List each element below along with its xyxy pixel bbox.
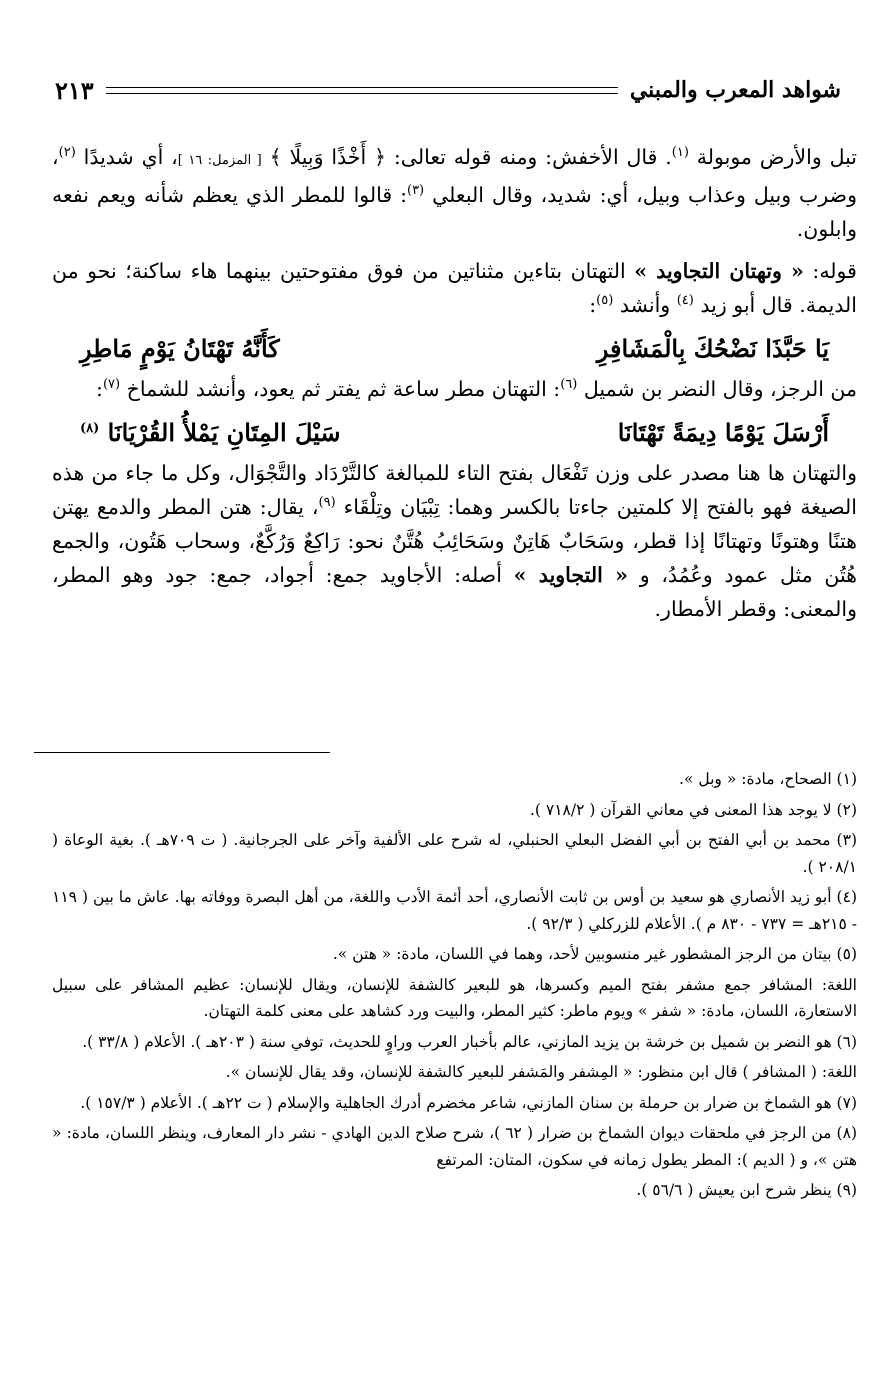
footnote: (١) الصحاح، مادة: « وبل ». bbox=[679, 770, 857, 788]
footnote: (٣) محمد بن أبي الفتح بن أبي الفضل البعلي الحنبلي، له شرح على الألفية وآخر على الجرجانية. ( ت ٧٠٩هـ ). بغية الوعاة ( ٢٠٨/١ ). bbox=[52, 831, 857, 876]
footnote: (٦) هو النضر بن شميل بن خرشة بن يزيد المازني، عالم بأخبار العرب وراوٍ للحديث، توفي سنة ( ٢٠٣هـ ). الأعلام ( ٣٣/٨ ). bbox=[82, 1032, 857, 1051]
verse-hemistich-first: أَرْسَلَ يَوْمًا دِيمَةً تَهْتَانَا bbox=[617, 418, 829, 447]
footnote-ref[interactable]: (٩) bbox=[318, 495, 336, 511]
paragraph bbox=[52, 456, 857, 626]
running-title: شواهد المعرب والمبني bbox=[629, 77, 841, 103]
text-run: : bbox=[96, 377, 103, 401]
footnote: (٥) بيتان من الرجز المشطور غير منسوبين لأحد، وهما في اللسان، مادة: « هتن ». bbox=[332, 945, 857, 963]
text-run: من الرجز، وقال النضر بن شميل bbox=[583, 377, 857, 401]
paragraph bbox=[52, 254, 857, 322]
footnote-ref[interactable]: (٧) bbox=[102, 377, 121, 393]
footnote-ref[interactable]: (٢) bbox=[58, 145, 76, 161]
text-run: ، وضرب وبيل وعذاب وبيل، أي: شديد، وقال البعلي bbox=[52, 145, 857, 207]
footnotes bbox=[52, 766, 857, 1208]
text-run: ، أي شديدًا bbox=[83, 145, 178, 169]
verse-hemistich-second: كَأَنَّهُ تَهْتَانُ يَوْمٍ مَاطِرِ bbox=[80, 334, 280, 363]
text-run: والتهتان ها هنا مصدر على وزن تَفْعَال بفتح التاء للمبالغة كالتَّرْدَاد والتَّجْوَال، وكل ما جاء من هذه الصيغة فهو بالفتح إلا كلمتين جاءتا بالكسر وهما: تِبْيَان وتِلْقَاء bbox=[52, 461, 857, 519]
footnote-ref[interactable]: (٨) bbox=[80, 421, 100, 436]
paragraph bbox=[52, 372, 857, 406]
footnote: اللغة: ( المشافر ) قال ابن منظور: « المِشفر والمَشفر للبعير كالشفة للإنسان، وقد يقال للإنسان ». bbox=[225, 1063, 857, 1081]
paragraph bbox=[52, 140, 857, 246]
main-text bbox=[52, 140, 857, 634]
text-run: وأنشد bbox=[619, 293, 671, 317]
footnote-ref[interactable]: (٦) bbox=[560, 377, 578, 393]
text-run: . قال الأخفش: ومنه قوله تعالى: ﴿ أَخْذًا وَبِيلًا ﴾ bbox=[269, 145, 672, 169]
footnote: (٤) أبو زيد الأنصاري هو سعيد بن أوس بن ثابت الأنصاري، أحد أئمة الأدب واللغة، من أهل البصرة ووفاته بها. عاش ما بين ( ١١٩ - ٢١٥هـ = ٧٣٧ - ٨٣٠ م ). الأعلام للزركلي ( ٩٢/٣ ). bbox=[52, 888, 857, 933]
text-run: : bbox=[589, 293, 597, 317]
footnote-ref[interactable]: (٤) bbox=[676, 293, 694, 309]
footnote-separator bbox=[34, 752, 330, 753]
footnote: (٧) هو الشماخ بن ضرار بن حرملة بن سنان المازني، شاعر مخضرم أدرك الجاهلية والإسلام ( ت ٢٢هـ ). الأعلام ( ١٥٧/٣ ). bbox=[80, 1093, 857, 1112]
page-number: ٢١٣ bbox=[55, 75, 94, 105]
header-rule bbox=[106, 87, 618, 94]
quran-source: [ المزمل: ١٦ ] bbox=[177, 153, 262, 168]
text-run: : قالوا للمطر الذي يعظم شأنه ويعم نفعه وابلون. bbox=[52, 183, 857, 241]
footnote-ref[interactable]: (٥) bbox=[596, 293, 614, 309]
text-run: تبل والأرض موبولة bbox=[696, 145, 857, 169]
text-run: أصله: الأجاويد جمع: أجواد، جمع: جود وهو المطر، والمعنى: وقطر الأمطار. bbox=[52, 563, 857, 621]
verse-hemistich-second bbox=[80, 414, 341, 452]
footnote-ref[interactable]: (٣) bbox=[406, 183, 425, 199]
poetry-verse bbox=[80, 330, 829, 368]
quoted-term: « وتهتان التجاويد » bbox=[634, 259, 804, 283]
quoted-term: « التجاويد » bbox=[513, 563, 628, 587]
text-run: ، يقال: هتن المطر والدمع يهتن هتنًا وهتونًا وتهتانًا إذا قطر، وسَحَابٌ هَاتِنٌ وسَحَائِبُ هُتَّنٌ نحو: رَاكِعٌ وَرُكَّعٌ، وسحاب هَتُون، والجمع هُتُن مثل عمود وعُمُدُ، و bbox=[52, 495, 857, 587]
text-run: التهتان بتاءين مثناتين من فوق مفتوحتين بينهما هاء ساكنة؛ نحو من الديمة. قال أبو زيد bbox=[52, 259, 857, 317]
verse-text: سَيْلَ المِتَانِ يَمْلأُ القُرْيَانَا bbox=[107, 418, 341, 447]
footnote-ref[interactable]: (١) bbox=[671, 145, 689, 161]
text-run: : التهتان مطر ساعة ثم يفتر ثم يعود، وأنشد للشماخ bbox=[126, 377, 561, 401]
footnote: (٩) ينظر شرح ابن يعيش ( ٥٦/٦ ). bbox=[636, 1181, 857, 1199]
page-header bbox=[55, 70, 841, 110]
verse-hemistich-first: يَا حَبَّذَا نَضْحُكَ بِالْمَشَافِرِ bbox=[596, 334, 829, 363]
footnote: اللغة: المشافر جمع مشفر بفتح الميم وكسرها، هو للبعير كالشفة للإنسان، ويقال للإنسان: عظيم المشافر على سبيل الاستعارة، اللسان، مادة: « شفر » ويوم ماطر: كثير المطر، والبيت ورد كشاهد على معنى كلمة التهتان. bbox=[52, 975, 857, 1020]
footnote: (٨) من الرجز في ملحقات ديوان الشماخ بن ضرار ( ٦٢ )، شرح صلاح الدين الهادي - نشر دار المعارف، وينظر اللسان، مادة: « هتن »، و ( الديم ): المطر يطول زمانه في سكون، المتان: المرتفع bbox=[52, 1124, 857, 1169]
text-run: قوله: bbox=[812, 259, 857, 283]
footnote: (٢) لا يوجد هذا المعنى في معاني القرآن ( ٧١٨/٢ ). bbox=[530, 800, 857, 819]
poetry-verse bbox=[80, 414, 829, 452]
